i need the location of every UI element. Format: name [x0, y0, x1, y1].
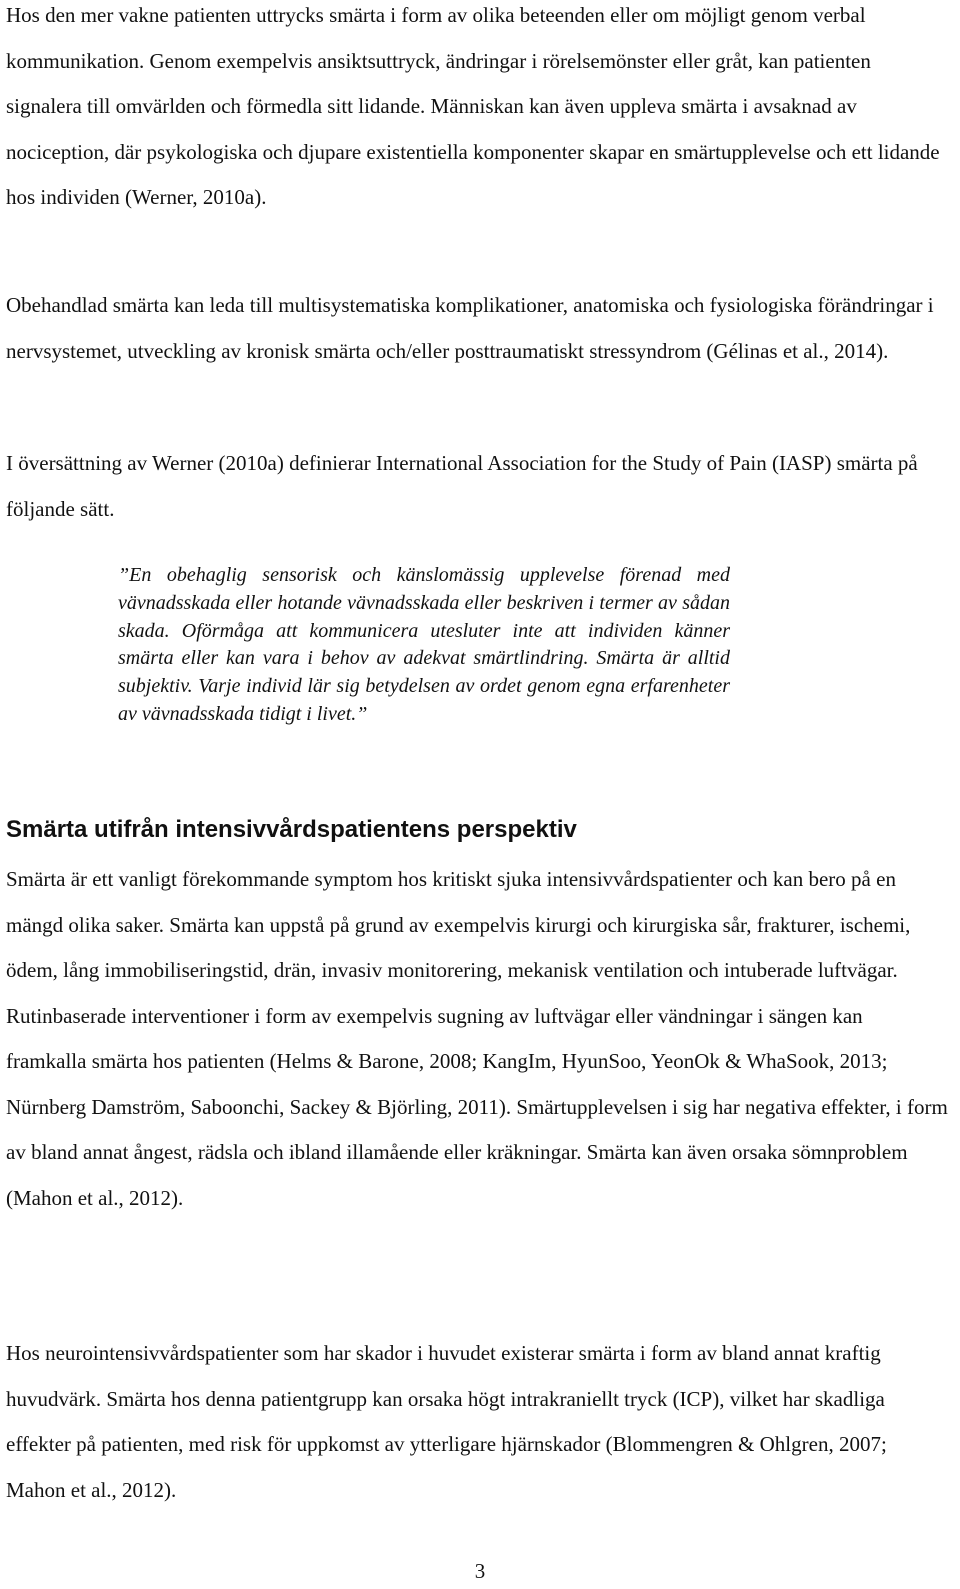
- paragraph-neuro-icu-pain: Hos neurointensivvårdspatienter som har skador i huvudet existerar smärta i form av bland annat kraftig huvudvärk. Smärta hos denna patientgrupp kan orsaka högt intrakraniellt tryck (ICP), vilket har skadliga effekter på patienten, med risk för uppkomst av ytterligare hjärnskador (Blommengren & Ohlgren, 2007; Mahon et al., 2012).: [6, 1341, 887, 1502]
- paragraph-iasp-intro: I översättning av Werner (2010a) definierar International Association for the Study of Pain (IASP) smärta på följande sätt.: [6, 451, 918, 521]
- iasp-definition-quote: ”En obehaglig sensorisk och känslomässig upplevelse förenad med vävnadsskada eller hotande vävnadsskada eller beskriven i termer av sådan skada. Oförmåga att kommunicera utesluter inte att individen känner smärta eller kan vara i behov av adekvat smärtlindring. Smärta är alltid subjektiv. Varje individ lär sig betydelsen av ordet genom egna erfarenheter av vävnadsskada tidigt i livet.”: [118, 564, 730, 725]
- paragraph-untreated-pain: Obehandlad smärta kan leda till multisystematiska komplikationer, anatomiska och fysiologiska förändringar i nervsystemet, utveckling av kronisk smärta och/eller posttraumatiskt stressyndrom (Gélinas et al., 2014).: [6, 293, 934, 363]
- page-number: 3: [474, 1559, 486, 1583]
- section-heading: Smärta utifrån intensivvårdspatientens perspektiv: [6, 816, 577, 843]
- paragraph-pain-expression: Hos den mer vakne patienten uttrycks smärta i form av olika beteenden eller om möjligt genom verbal kommunikation. Genom exempelvis ansiktsuttryck, ändringar i rörelsemönster eller gråt, kan patienten signalera till omvärlden och förmedla sitt lidande. Människan kan även uppleva smärta i avsaknad av nociception, där psykologiska och djupare existentiella komponenter skapar en smärtupplevelse och ett lidande hos individen (Werner, 2010a).: [6, 3, 940, 209]
- paragraph-icu-pain: Smärta är ett vanligt förekommande symptom hos kritiskt sjuka intensivvårdspatienter och kan bero på en mängd olika saker. Smärta kan uppstå på grund av exempelvis kirurgi och kirurgiska sår, frakturer, ischemi, ödem, lång immobiliseringstid, drän, invasiv monitorering, mekanisk ventilation och intuberade luftvägar. Rutinbaserade interventioner i form av exempelvis sugning av luftvägar eller vändningar i sängen kan framkalla smärta hos patienten (Helms & Barone, 2008; KangIm, HyunSoo, YeonOk & WhaSook, 2013; Nürnberg Damström, Saboonchi, Sackey & Björling, 2011). Smärtupplevelsen i sig har negativa effekter, i form av bland annat ångest, rädsla och ibland illamående eller kräkningar. Smärta kan även orsaka sömnproblem (Mahon et al., 2012).: [6, 867, 948, 1210]
